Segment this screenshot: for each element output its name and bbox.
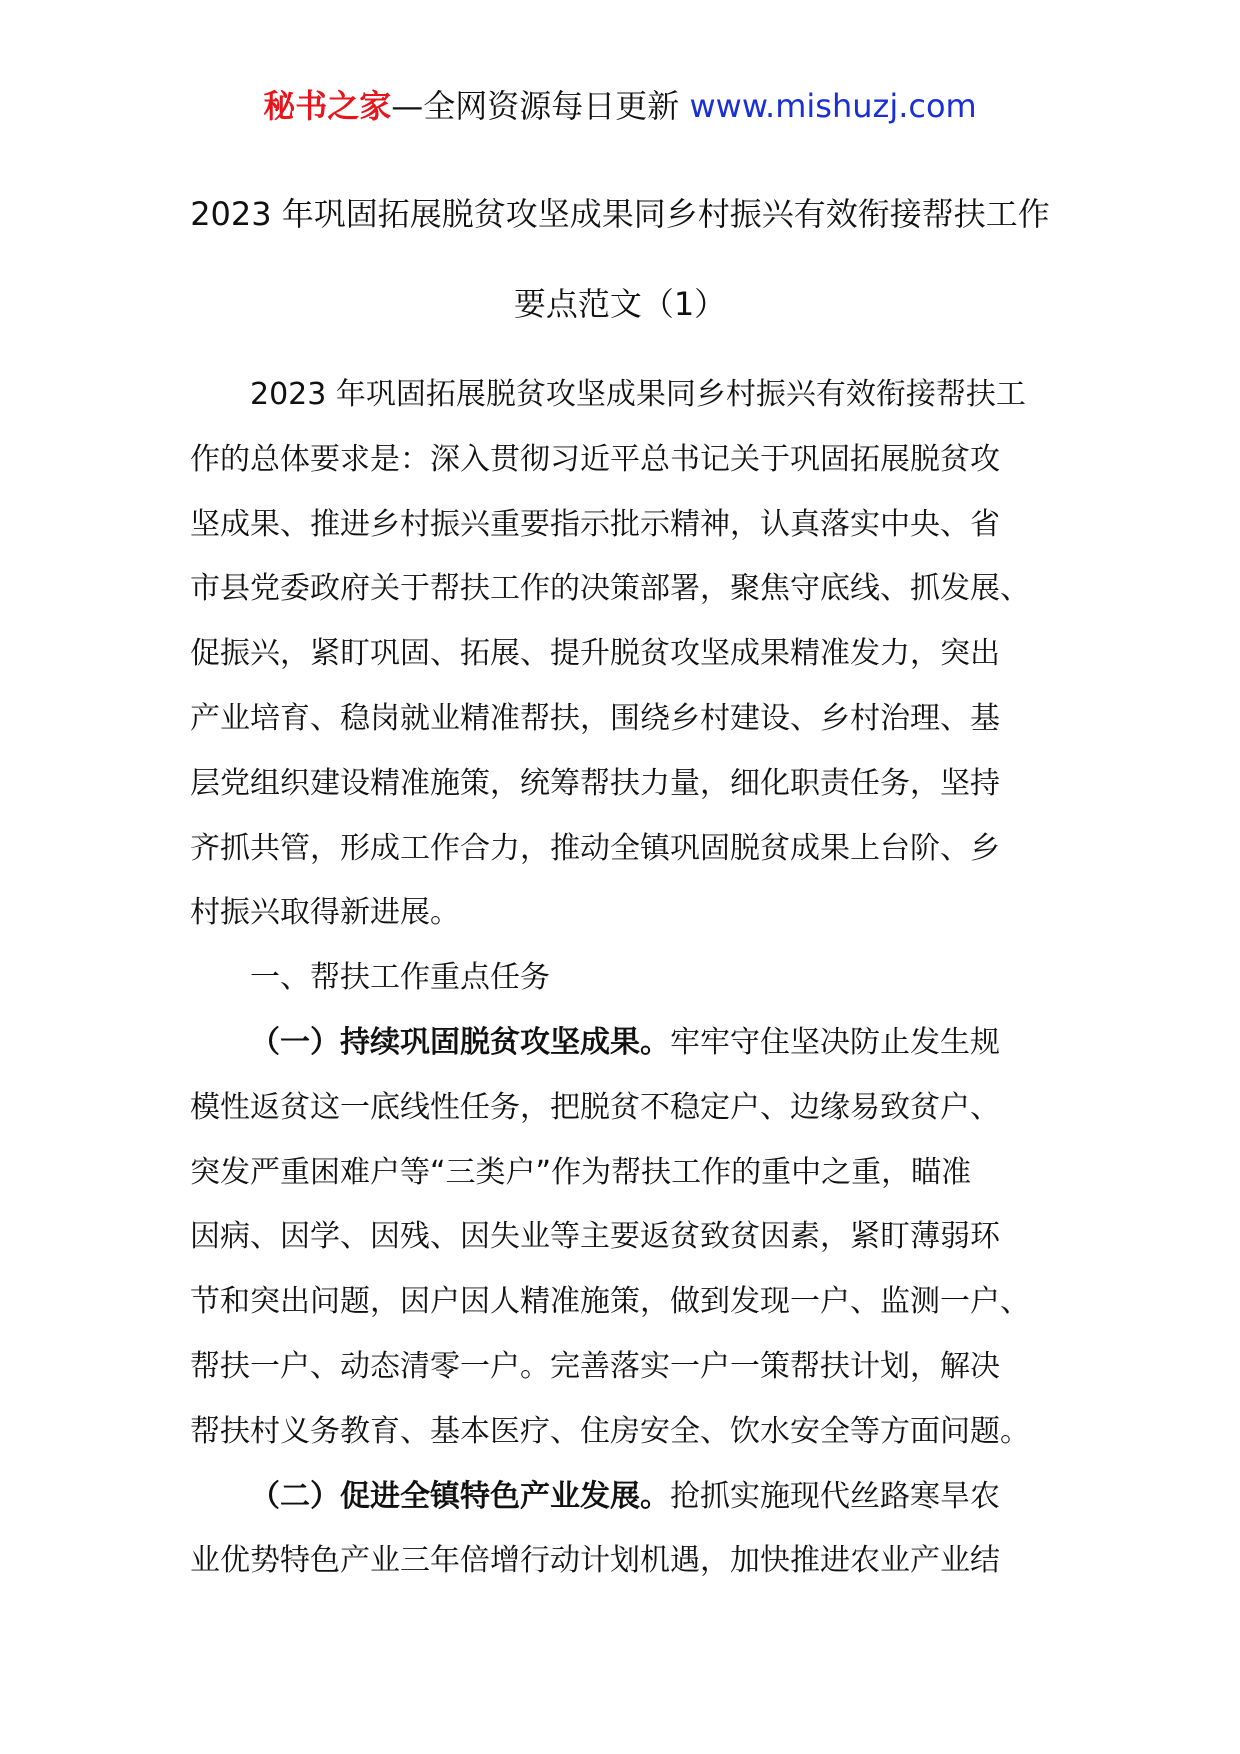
site-url-link[interactable]: www.mishuzj.com <box>689 87 977 125</box>
document-title-line-2: 要点范文（1） <box>513 285 727 323</box>
paragraph-line: 业优势特色产业三年倍增行动计划机遇，加快推进农业产业结 <box>190 1543 1000 1579</box>
paragraph-line: 产业培育、稳岗就业精准帮扶，围绕乡村建设、乡村治理、基 <box>190 700 1000 736</box>
paragraph-line: 节和突出问题，因户因人精准施策，做到发现一户、监测一户、 <box>190 1284 1030 1320</box>
subsection-text: 牢牢守住坚决防止发生规 <box>670 1024 1000 1060</box>
paragraph-line: 齐抓共管，形成工作合力，推动全镇巩固脱贫成果上台阶、乡 <box>190 830 1000 866</box>
site-header <box>0 86 1240 126</box>
paragraph-line: 2023 年巩固拓展脱贫攻坚成果同乡村振兴有效衔接帮扶工 <box>250 377 1026 412</box>
paragraph-line: 层党组织建设精准施策，统筹帮扶力量，细化职责任务，坚持 <box>190 765 1000 801</box>
brand-name: 秘书之家 <box>263 87 392 125</box>
paragraph-line: 模性返贫这一底线性任务，把脱贫不稳定户、边缘易致贫户、 <box>190 1089 1000 1125</box>
header-tagline: —全网资源每日更新 <box>391 87 690 125</box>
subsection-heading: （二）促进全镇特色产业发展。 <box>250 1478 670 1514</box>
subsection-line <box>190 1465 1060 1530</box>
paragraph-line: 突发严重困难户等“三类户”作为帮扶工作的重中之重，瞄准 <box>190 1154 972 1190</box>
paragraph-line: 村振兴取得新进展。 <box>190 895 460 931</box>
paragraph-line: 帮扶村义务教育、基本医疗、住房安全、饮水安全等方面问题。 <box>190 1413 1030 1449</box>
subsection-line <box>190 1011 1060 1076</box>
subsection-text: 抢抓实施现代丝路寒旱农 <box>670 1478 1000 1514</box>
section-heading: 一、帮扶工作重点任务 <box>250 960 550 996</box>
paragraph-line: 坚成果、推进乡村振兴重要指示批示精神，认真落实中央、省 <box>190 506 1000 542</box>
document-body <box>190 363 1060 1594</box>
paragraph-line: 促振兴，紧盯巩固、拓展、提升脱贫攻坚成果精准发力，突出 <box>190 636 1000 672</box>
paragraph-line: 因病、因学、因残、因失业等主要返贫致贫因素，紧盯薄弱环 <box>190 1219 1000 1255</box>
paragraph-line: 作的总体要求是：深入贯彻习近平总书记关于巩固拓展脱贫攻 <box>190 441 1000 477</box>
subsection-heading: （一）持续巩固脱贫攻坚成果。 <box>250 1024 670 1060</box>
paragraph-line: 帮扶一户、动态清零一户。完善落实一户一策帮扶计划，解决 <box>190 1348 1000 1384</box>
paragraph-line: 市县党委政府关于帮扶工作的决策部署，聚焦守底线、抓发展、 <box>190 571 1030 607</box>
document-title-line-1: 2023 年巩固拓展脱贫攻坚成果同乡村振兴有效衔接帮扶工作 <box>190 195 1050 233</box>
